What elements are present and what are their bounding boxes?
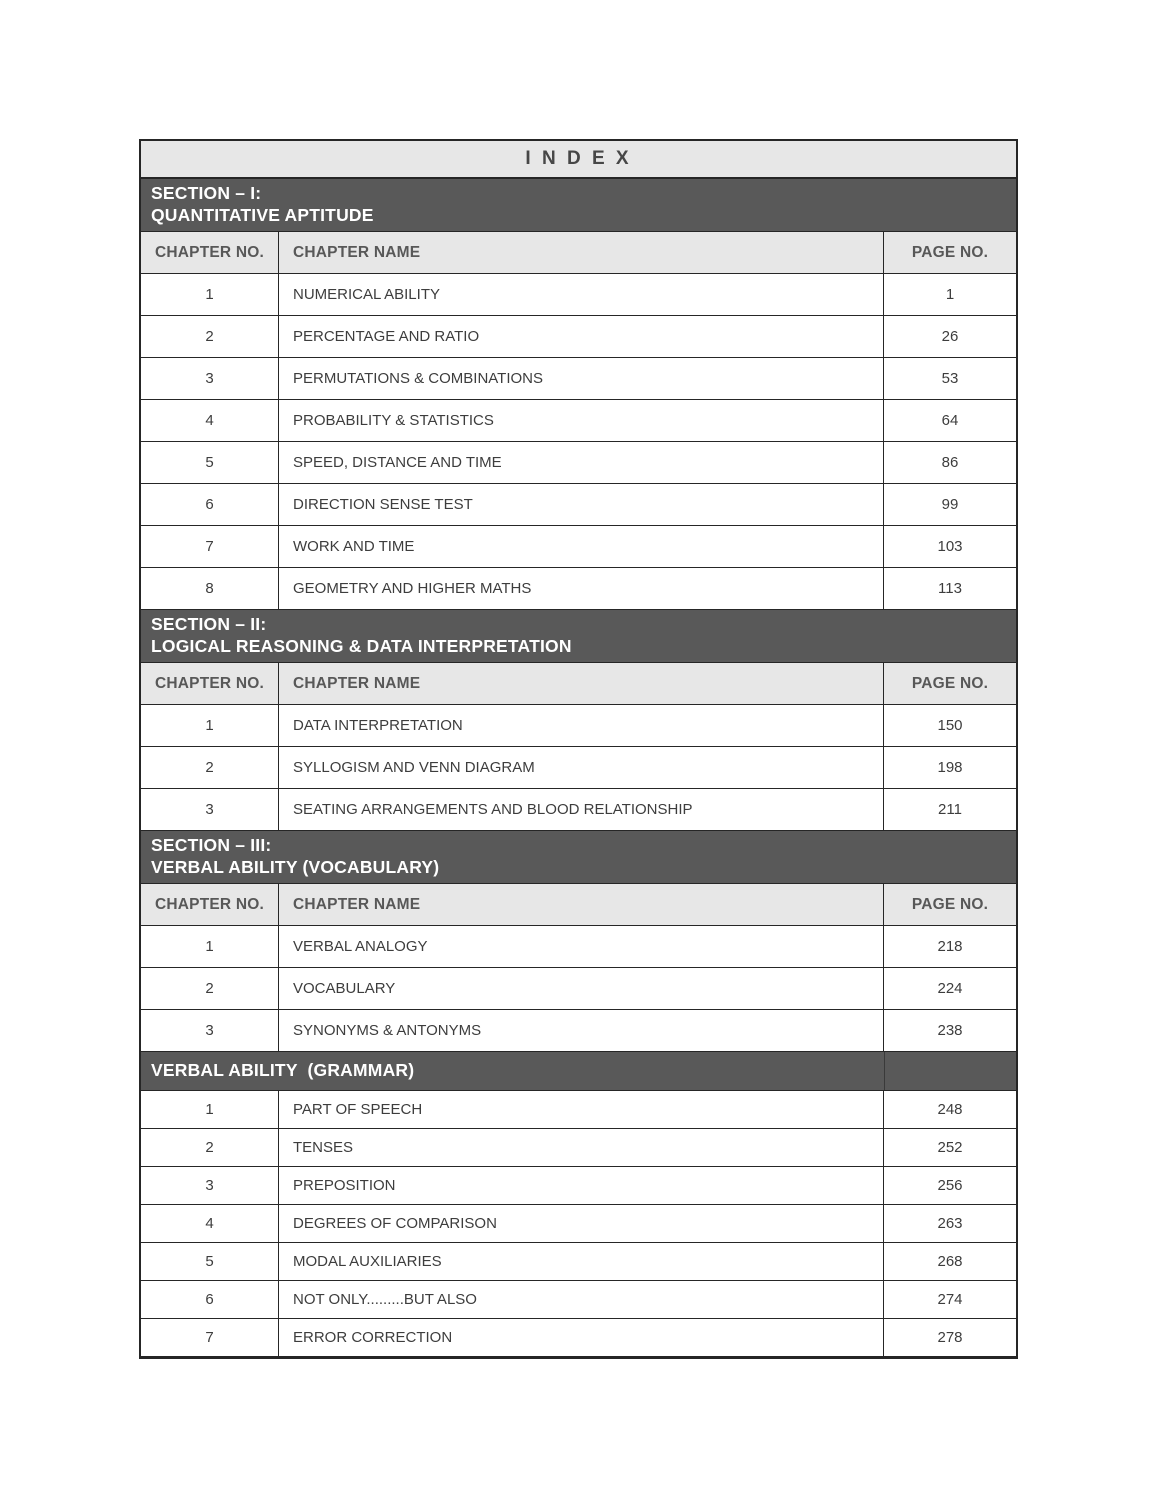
column-header-chapter-name: CHAPTER NAME <box>279 232 884 274</box>
cell-chapter-no: 3 <box>141 789 279 831</box>
cell-chapter-no: 7 <box>141 526 279 568</box>
cell-page-no: 274 <box>884 1281 1016 1319</box>
cell-chapter-name: SYLLOGISM AND VENN DIAGRAM <box>279 747 884 789</box>
table-row <box>141 789 1016 831</box>
cell-chapter-name: DATA INTERPRETATION <box>279 705 884 747</box>
cell-chapter-name: PERMUTATIONS & COMBINATIONS <box>279 358 884 400</box>
section-heading <box>141 610 1016 662</box>
cell-chapter-name: DIRECTION SENSE TEST <box>279 484 884 526</box>
table-row <box>141 926 1016 968</box>
section-header <box>141 831 1016 884</box>
cell-chapter-no: 5 <box>141 442 279 484</box>
cell-page-no: 86 <box>884 442 1016 484</box>
cell-page-no: 99 <box>884 484 1016 526</box>
section-heading-line: LOGICAL REASONING & DATA INTERPRETATION <box>151 636 572 656</box>
cell-chapter-name: VOCABULARY <box>279 968 884 1010</box>
table-row <box>141 1167 1016 1205</box>
section-rows <box>141 232 1016 610</box>
section-heading-line: VERBAL ABILITY (GRAMMAR) <box>151 1060 415 1080</box>
cell-chapter-no: 1 <box>141 705 279 747</box>
cell-chapter-name: SPEED, DISTANCE AND TIME <box>279 442 884 484</box>
cell-chapter-name: VERBAL ANALOGY <box>279 926 884 968</box>
table-row <box>141 400 1016 442</box>
cell-page-no: 150 <box>884 705 1016 747</box>
column-header-row <box>141 232 1016 274</box>
cell-page-no: 211 <box>884 789 1016 831</box>
index-section <box>141 179 1016 610</box>
table-row <box>141 1091 1016 1129</box>
cell-chapter-no: 3 <box>141 1010 279 1052</box>
cell-chapter-no: 2 <box>141 316 279 358</box>
cell-chapter-name: PREPOSITION <box>279 1167 884 1205</box>
table-row <box>141 1010 1016 1052</box>
cell-page-no: 64 <box>884 400 1016 442</box>
column-header-chapter-name: CHAPTER NAME <box>279 663 884 705</box>
column-header-page-no: PAGE NO. <box>884 232 1016 274</box>
cell-page-no: 218 <box>884 926 1016 968</box>
cell-page-no: 224 <box>884 968 1016 1010</box>
cell-page-no: 248 <box>884 1091 1016 1129</box>
section-heading-line: SECTION – II: <box>151 614 267 634</box>
cell-chapter-no: 2 <box>141 747 279 789</box>
column-header-chapter-name: CHAPTER NAME <box>279 884 884 926</box>
table-row <box>141 484 1016 526</box>
cell-chapter-no: 1 <box>141 926 279 968</box>
cell-chapter-no: 6 <box>141 484 279 526</box>
table-row <box>141 1129 1016 1167</box>
section-heading <box>141 1052 884 1090</box>
section-header <box>141 179 1016 232</box>
column-header-chapter-no: CHAPTER NO. <box>141 232 279 274</box>
cell-page-no: 103 <box>884 526 1016 568</box>
section-rows <box>141 884 1016 1052</box>
column-header-row <box>141 663 1016 705</box>
cell-page-no: 263 <box>884 1205 1016 1243</box>
cell-page-no: 238 <box>884 1010 1016 1052</box>
section-heading-line: SECTION – III: <box>151 835 272 855</box>
index-section <box>141 610 1016 831</box>
cell-chapter-no: 2 <box>141 968 279 1010</box>
column-header-row <box>141 884 1016 926</box>
cell-chapter-name: TENSES <box>279 1129 884 1167</box>
cell-chapter-name: PART OF SPEECH <box>279 1091 884 1129</box>
table-row <box>141 442 1016 484</box>
section-heading <box>141 831 1016 883</box>
cell-page-no: 26 <box>884 316 1016 358</box>
table-row <box>141 568 1016 610</box>
cell-page-no: 113 <box>884 568 1016 610</box>
cell-chapter-name: GEOMETRY AND HIGHER MATHS <box>279 568 884 610</box>
cell-chapter-no: 4 <box>141 1205 279 1243</box>
cell-chapter-name: MODAL AUXILIARIES <box>279 1243 884 1281</box>
table-row <box>141 1243 1016 1281</box>
page-title: I N D E X <box>525 148 632 169</box>
cell-page-no: 198 <box>884 747 1016 789</box>
column-header-chapter-no: CHAPTER NO. <box>141 663 279 705</box>
cell-page-no: 268 <box>884 1243 1016 1281</box>
cell-chapter-name: NOT ONLY.........BUT ALSO <box>279 1281 884 1319</box>
cell-page-no: 53 <box>884 358 1016 400</box>
table-row <box>141 1319 1016 1357</box>
table-row <box>141 705 1016 747</box>
table-row <box>141 316 1016 358</box>
cell-chapter-name: NUMERICAL ABILITY <box>279 274 884 316</box>
cell-chapter-no: 2 <box>141 1129 279 1167</box>
table-row <box>141 1281 1016 1319</box>
column-header-chapter-no: CHAPTER NO. <box>141 884 279 926</box>
table-row <box>141 274 1016 316</box>
cell-chapter-no: 5 <box>141 1243 279 1281</box>
cell-chapter-no: 3 <box>141 1167 279 1205</box>
index-table <box>139 139 1018 1359</box>
cell-page-no: 256 <box>884 1167 1016 1205</box>
section-rows <box>141 663 1016 831</box>
cell-chapter-name: PERCENTAGE AND RATIO <box>279 316 884 358</box>
table-row <box>141 1205 1016 1243</box>
cell-chapter-name: PROBABILITY & STATISTICS <box>279 400 884 442</box>
index-title-bar <box>141 141 1016 179</box>
cell-page-no: 1 <box>884 274 1016 316</box>
index-section <box>141 831 1016 1052</box>
column-header-page-no: PAGE NO. <box>884 884 1016 926</box>
section-heading-line: SECTION – I: <box>151 183 262 203</box>
cell-chapter-no: 7 <box>141 1319 279 1357</box>
cell-chapter-name: ERROR CORRECTION <box>279 1319 884 1357</box>
cell-page-no: 278 <box>884 1319 1016 1357</box>
cell-chapter-name: WORK AND TIME <box>279 526 884 568</box>
cell-chapter-no: 6 <box>141 1281 279 1319</box>
cell-chapter-name: SYNONYMS & ANTONYMS <box>279 1010 884 1052</box>
cell-chapter-name: DEGREES OF COMPARISON <box>279 1205 884 1243</box>
cell-chapter-no: 3 <box>141 358 279 400</box>
section-heading-line: QUANTITATIVE APTITUDE <box>151 205 374 225</box>
section-rows <box>141 1091 1016 1357</box>
cell-chapter-no: 4 <box>141 400 279 442</box>
cell-chapter-no: 8 <box>141 568 279 610</box>
section-header <box>141 610 1016 663</box>
table-row <box>141 358 1016 400</box>
index-section <box>141 1052 1016 1357</box>
section-heading-line: VERBAL ABILITY (VOCABULARY) <box>151 857 440 877</box>
section-heading <box>141 179 1016 231</box>
section-header <box>141 1052 1016 1091</box>
cell-chapter-no: 1 <box>141 1091 279 1129</box>
cell-chapter-name: SEATING ARRANGEMENTS AND BLOOD RELATIONSHIP <box>279 789 884 831</box>
table-row <box>141 968 1016 1010</box>
cell-chapter-no: 1 <box>141 274 279 316</box>
cell-page-no: 252 <box>884 1129 1016 1167</box>
column-header-page-no: PAGE NO. <box>884 663 1016 705</box>
table-row <box>141 747 1016 789</box>
section-header-page-cell <box>884 1052 1016 1090</box>
sections-host <box>141 179 1016 1357</box>
table-row <box>141 526 1016 568</box>
